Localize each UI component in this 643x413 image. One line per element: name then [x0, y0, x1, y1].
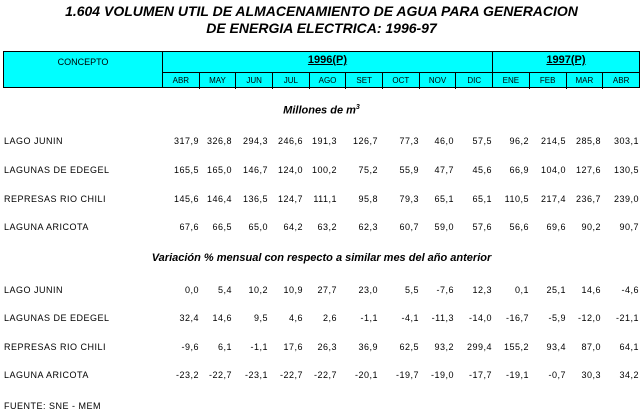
cell-value: 57,6 — [472, 222, 492, 232]
cell-value: -19,1 — [505, 370, 529, 380]
row-label: REPRESAS RIO CHILI — [4, 342, 107, 352]
cell-value: 64,2 — [283, 222, 303, 232]
cell-value: 124,7 — [277, 194, 303, 204]
month-header: OCT — [383, 73, 420, 89]
cell-value: 111,1 — [313, 194, 337, 204]
cell-value: -14,0 — [468, 313, 492, 323]
cell-value: -12,0 — [577, 313, 601, 323]
cell-value: 6,1 — [217, 342, 232, 352]
cell-value: -1,1 — [360, 313, 378, 323]
cell-value: 14,6 — [212, 313, 232, 323]
cell-value: 145,6 — [173, 194, 199, 204]
cell-value: 317,9 — [173, 136, 199, 146]
cell-value: 55,9 — [399, 165, 419, 175]
cell-value: 90,7 — [619, 222, 639, 232]
row-label: LAGO JUNIN — [4, 285, 64, 295]
cell-value: -7,6 — [436, 285, 454, 295]
concept-header-label: CONCEPTO — [57, 57, 109, 67]
cell-value: -4,1 — [401, 313, 419, 323]
cell-value: 126,7 — [352, 136, 378, 146]
cell-value: 165,0 — [206, 165, 232, 175]
cell-value: 124,0 — [277, 165, 303, 175]
cell-value: 23,0 — [358, 285, 378, 295]
cell-value: -23,1 — [244, 370, 268, 380]
cell-value: 47,7 — [434, 165, 454, 175]
cell-value: 104,0 — [540, 165, 566, 175]
cell-value: 236,7 — [575, 194, 601, 204]
cell-value: 96,2 — [509, 136, 529, 146]
cell-value: 93,2 — [434, 342, 454, 352]
cell-value: 65,1 — [434, 194, 454, 204]
cell-value: 66,5 — [212, 222, 232, 232]
cell-value: 45,6 — [472, 165, 492, 175]
cell-value: 14,6 — [581, 285, 601, 295]
cell-value: 303,1 — [613, 136, 639, 146]
month-header: JUL — [273, 73, 310, 89]
cell-value: 65,1 — [472, 194, 492, 204]
cell-value: -11,3 — [431, 313, 454, 323]
cell-value: 30,3 — [581, 370, 601, 380]
cell-value: 217,4 — [540, 194, 566, 204]
cell-value: -20,1 — [354, 370, 378, 380]
cell-value: 75,2 — [358, 165, 378, 175]
cell-value: 285,8 — [575, 136, 601, 146]
row-label: LAGUNAS DE EDEGEL — [4, 165, 110, 175]
table-row — [0, 370, 643, 384]
cell-value: 127,6 — [575, 165, 601, 175]
cell-value: -0,7 — [548, 370, 566, 380]
table-title-line2: DE ENERGIA ELECTRICA: 1996-97 — [206, 20, 437, 36]
cell-value: 9,5 — [253, 313, 268, 323]
cell-value: 110,5 — [504, 194, 529, 204]
cell-value: 100,2 — [311, 165, 337, 175]
cell-value: 10,2 — [248, 285, 268, 295]
row-label: LAGUNAS DE EDEGEL — [4, 313, 110, 323]
cell-value: 10,9 — [283, 285, 303, 295]
cell-value: 66,9 — [509, 165, 529, 175]
cell-value: 239,0 — [613, 194, 639, 204]
cell-value: 62,3 — [358, 222, 378, 232]
cell-value: 59,0 — [434, 222, 454, 232]
table-title-line1: 1.604 VOLUMEN UTIL DE ALMACENAMIENTO DE AGUA PARA GENERACION — [65, 3, 578, 19]
cell-value: 165,5 — [173, 165, 199, 175]
cell-value: 79,3 — [399, 194, 419, 204]
concept-header — [3, 51, 163, 88]
month-header: FEB — [530, 73, 567, 89]
cell-value: 65,0 — [248, 222, 268, 232]
cell-value: 191,3 — [311, 136, 337, 146]
cell-value: 57,5 — [472, 136, 492, 146]
cell-value: 60,7 — [399, 222, 419, 232]
table-row — [0, 222, 643, 236]
section-volume-superscript: 3 — [355, 104, 360, 111]
row-label: REPRESAS RIO CHILI — [4, 194, 107, 204]
cell-value: 26,3 — [317, 342, 337, 352]
month-header: ENE — [493, 73, 530, 89]
table-row — [0, 194, 643, 208]
cell-value: 0,1 — [514, 285, 529, 295]
month-header: MAR — [567, 73, 604, 89]
month-header: ABR — [612, 76, 630, 85]
cell-value: 17,6 — [283, 342, 303, 352]
cell-value: 294,3 — [242, 136, 268, 146]
cell-value: 5,5 — [404, 285, 419, 295]
month-header: DIC — [467, 76, 482, 85]
cell-value: -22,7 — [313, 370, 337, 380]
cell-value: -1,1 — [250, 342, 268, 352]
cell-value: 5,4 — [217, 285, 232, 295]
section-variation-title: Variación % mensual con respecto a similar mes del año anterior — [151, 252, 492, 264]
section-volume-title — [0, 104, 643, 117]
cell-value: 0,0 — [184, 285, 199, 295]
table-row — [0, 165, 643, 179]
row-label: LAGUNA ARICOTA — [4, 370, 89, 380]
cell-value: -5,9 — [548, 313, 566, 323]
cell-value: -17,7 — [468, 370, 492, 380]
cell-value: 62,5 — [399, 342, 419, 352]
row-label: LAGO JUNIN — [4, 136, 64, 146]
cell-value: 93,4 — [546, 342, 566, 352]
cell-value: 63,2 — [317, 222, 337, 232]
cell-value: 146,4 — [206, 194, 232, 204]
cell-value: -21,1 — [615, 313, 639, 323]
cell-value: 46,0 — [434, 136, 454, 146]
year-1996-label: 1996(P) — [307, 54, 348, 66]
cell-value: -4,6 — [621, 285, 639, 295]
cell-value: 214,5 — [540, 136, 566, 146]
cell-value: -19,7 — [395, 370, 419, 380]
source-footnote: FUENTE: SNE - MEM — [4, 401, 102, 411]
cell-value: -22,7 — [279, 370, 303, 380]
cell-value: 77,3 — [399, 136, 419, 146]
cell-value: 32,4 — [179, 313, 199, 323]
year-1997-header — [492, 51, 640, 88]
cell-value: 12,3 — [472, 285, 492, 295]
cell-value: 130,5 — [613, 165, 639, 175]
cell-value: 4,6 — [288, 313, 303, 323]
cell-value: 56,6 — [509, 222, 529, 232]
cell-value: 67,6 — [179, 222, 199, 232]
table-row — [0, 285, 643, 299]
cell-value: 299,4 — [466, 342, 492, 352]
cell-value: 36,9 — [358, 342, 378, 352]
section-volume-text: Millones de m — [283, 104, 356, 117]
cell-value: 136,5 — [242, 194, 268, 204]
month-header: SET — [346, 73, 383, 89]
cell-value: -23,2 — [175, 370, 199, 380]
cell-value: 64,1 — [619, 342, 639, 352]
cell-value: 326,8 — [206, 136, 232, 146]
cell-value: -19,0 — [430, 370, 454, 380]
cell-value: 27,7 — [317, 285, 337, 295]
cell-value: 90,2 — [581, 222, 601, 232]
month-header: AGO — [310, 73, 347, 89]
cell-value: -16,7 — [505, 313, 529, 323]
year-1997-label: 1997(P) — [546, 54, 586, 66]
table-row — [0, 136, 643, 150]
table-row — [0, 342, 643, 356]
month-header: NOV — [420, 73, 457, 89]
cell-value: 69,6 — [546, 222, 566, 232]
cell-value: 146,7 — [242, 165, 268, 175]
month-header: ABR — [163, 73, 200, 89]
months-1996 — [163, 72, 492, 89]
year-1996-header — [162, 51, 493, 88]
month-header: MAY — [200, 73, 237, 89]
cell-value: 95,8 — [358, 194, 378, 204]
cell-value: 34,2 — [619, 370, 639, 380]
cell-value: 2,6 — [322, 313, 337, 323]
cell-value: 87,0 — [581, 342, 601, 352]
cell-value: 155,2 — [503, 342, 529, 352]
month-header: JUN — [236, 73, 273, 89]
cell-value: -22,7 — [208, 370, 232, 380]
table-row — [0, 313, 643, 327]
cell-value: 246,6 — [277, 136, 303, 146]
cell-value: -9,6 — [181, 342, 199, 352]
months-1997 — [493, 72, 639, 89]
row-label: LAGUNA ARICOTA — [4, 222, 89, 232]
cell-value: 25,1 — [546, 285, 566, 295]
